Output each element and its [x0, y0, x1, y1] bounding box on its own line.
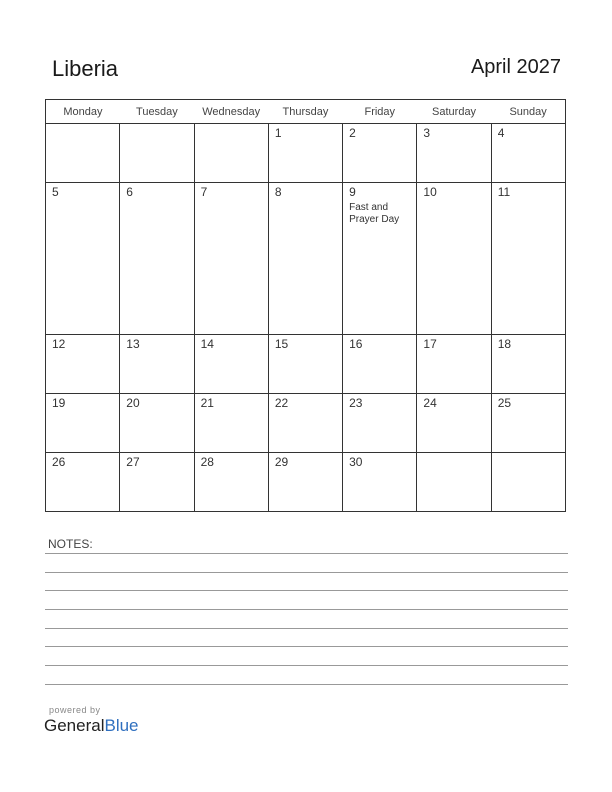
logo-general-text: General: [44, 716, 105, 735]
day-number: 27: [126, 455, 140, 470]
day-number: 6: [126, 184, 133, 199]
weekday-thursday: Thursday: [268, 100, 342, 124]
day-number: 5: [52, 184, 59, 199]
day-cell: [268, 335, 342, 394]
day-cell: [268, 453, 342, 512]
day-number: 23: [349, 396, 363, 411]
calendar-week-row: [46, 182, 566, 334]
notes-label: NOTES:: [48, 537, 93, 551]
empty-day-cell: [417, 453, 491, 512]
day-cell: [194, 335, 268, 394]
weekday-monday: Monday: [46, 100, 120, 124]
day-number: 16: [349, 337, 363, 352]
day-cell: [343, 182, 417, 334]
calendar-country: Liberia: [52, 56, 119, 81]
day-number: 18: [497, 337, 512, 352]
day-number: 19: [52, 396, 66, 411]
calendar-week-row: [46, 124, 566, 183]
holiday-label: Fast and Prayer Day: [349, 201, 400, 225]
day-cell: [343, 335, 417, 394]
calendar-week-row: [46, 335, 566, 394]
day-number: 7: [200, 184, 208, 199]
day-number: 2: [349, 126, 356, 140]
empty-day-cell: [491, 453, 565, 512]
day-cell: [120, 394, 194, 453]
powered-by-text: powered by: [49, 705, 101, 715]
day-cell: [417, 182, 491, 334]
day-cell: [268, 394, 342, 453]
logo-blue-text: Blue: [104, 716, 139, 735]
calendar-week-row: [46, 394, 566, 453]
note-line: [45, 646, 568, 647]
day-cell: [120, 182, 194, 334]
day-cell: [120, 453, 194, 512]
note-line: [45, 590, 568, 591]
day-cell: [491, 394, 565, 453]
day-cell: [194, 453, 268, 512]
day-number: 4: [497, 126, 505, 140]
generalblue-logo: [44, 716, 139, 736]
day-cell: [417, 335, 491, 394]
calendar-month-year: April 2027: [470, 56, 561, 78]
weekday-tuesday: Tuesday: [120, 100, 194, 124]
note-line: [45, 572, 568, 573]
day-cell: [417, 394, 491, 453]
empty-day-cell: [46, 124, 120, 183]
day-number: 12: [52, 337, 66, 352]
day-cell: [417, 124, 491, 183]
day-cell: [46, 335, 120, 394]
weekday-wednesday: Wednesday: [194, 100, 268, 124]
day-number: 26: [52, 455, 66, 470]
day-number: 11: [497, 184, 511, 199]
day-number: 15: [274, 337, 289, 352]
day-cell: [343, 453, 417, 512]
day-number: 9: [349, 184, 356, 199]
note-line: [45, 684, 568, 685]
note-line: [45, 609, 568, 610]
day-number: 14: [200, 337, 214, 352]
day-cell: [268, 124, 342, 183]
weekday-friday: Friday: [343, 100, 417, 124]
day-number: 1: [274, 126, 282, 140]
day-cell: [120, 335, 194, 394]
day-number: 20: [126, 396, 140, 411]
day-number: 29: [274, 455, 289, 470]
day-number: 3: [423, 126, 431, 140]
day-cell: [491, 335, 565, 394]
weekday-saturday: Saturday: [417, 100, 491, 124]
day-cell: [268, 182, 342, 334]
day-cell: [194, 182, 268, 334]
day-number: 25: [497, 396, 512, 411]
empty-day-cell: [194, 124, 268, 183]
day-number: 24: [423, 396, 437, 411]
day-number: 17: [423, 337, 437, 352]
day-number: 28: [200, 455, 214, 470]
weekday-sunday: Sunday: [491, 100, 565, 124]
note-line: [45, 665, 568, 666]
day-cell: [46, 394, 120, 453]
day-cell: [491, 182, 565, 334]
calendar-grid: [45, 99, 566, 512]
day-cell: [46, 453, 120, 512]
day-number: 22: [274, 396, 289, 411]
day-number: 13: [126, 337, 140, 352]
day-number: 30: [349, 455, 363, 470]
weekday-header-row: [46, 100, 566, 124]
day-cell: [491, 124, 565, 183]
calendar-week-row: [46, 453, 566, 512]
day-cell: [343, 124, 417, 183]
day-number: 21: [200, 396, 214, 411]
note-line: [45, 628, 568, 629]
note-line: [45, 553, 568, 554]
empty-day-cell: [120, 124, 194, 183]
day-cell: [343, 394, 417, 453]
day-cell: [194, 394, 268, 453]
day-cell: [46, 182, 120, 334]
day-number: 8: [274, 184, 282, 199]
day-number: 10: [423, 184, 437, 199]
